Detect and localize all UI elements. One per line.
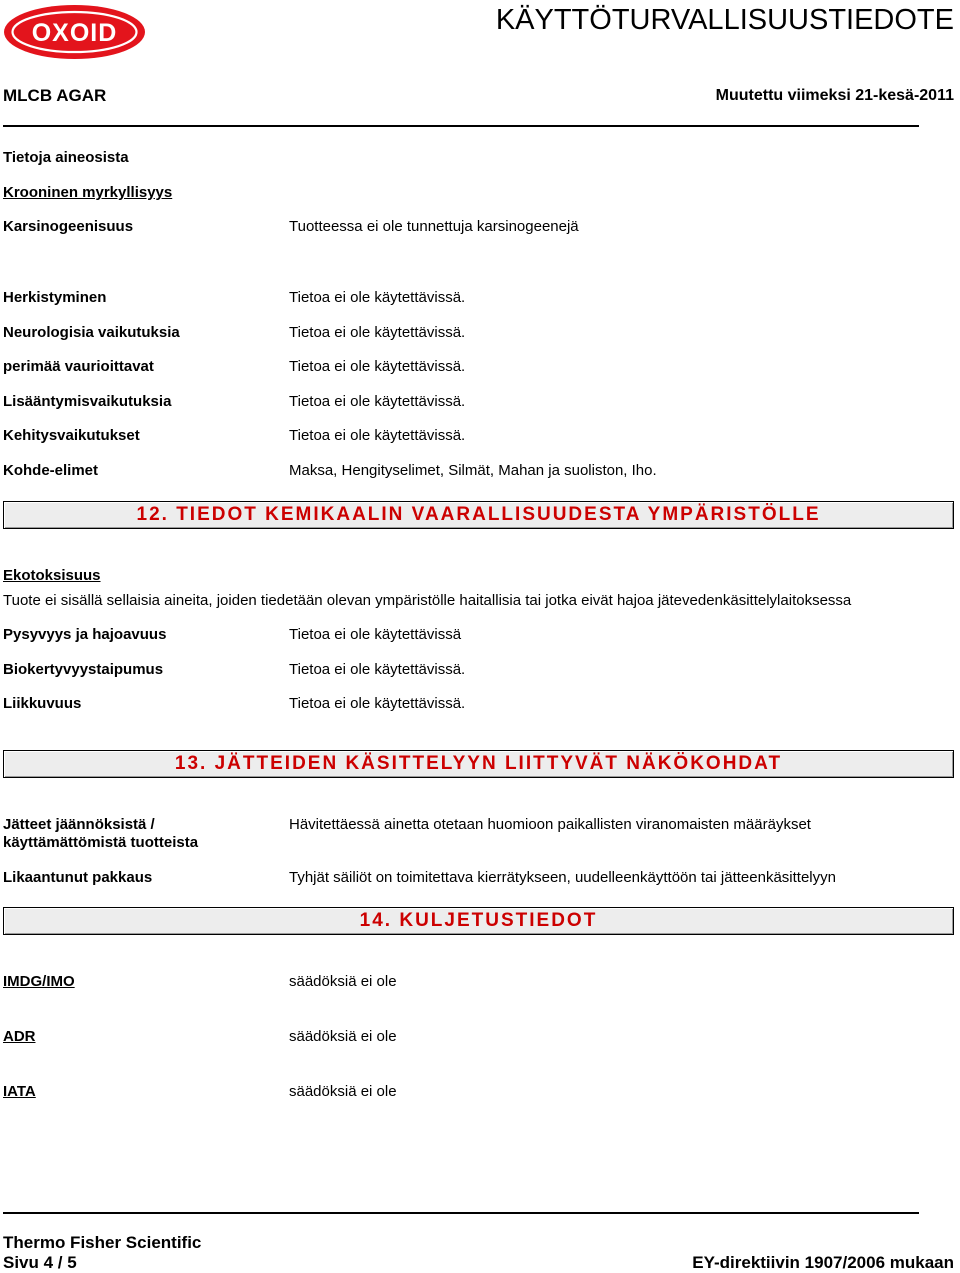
section-12-title: 12. TIEDOT KEMIKAALIN VAARALLISUUDESTA YMPÄRISTÖLLE [3,501,954,529]
document-title: KÄYTTÖTURVALLISUUSTIEDOTE [495,4,954,36]
info-heading: Tietoja aineosista [3,149,129,166]
persistence-label: Pysyvyys ja hajoavuus [3,626,167,643]
regulation-note: EY-direktiivin 1907/2006 mukaan [692,1253,954,1272]
section-14-title: 14. KULJETUSTIEDOT [3,907,954,935]
adr-value: säädöksiä ei ole [289,1028,397,1045]
reproductive-value: Tietoa ei ole käytettävissä. [289,393,466,410]
developmental-label: Kehitysvaikutukset [3,427,140,444]
neurological-value: Tietoa ei ole käytettävissä. [289,324,466,341]
reproductive-label: Lisääntymisvaikutuksia [3,393,172,410]
iata-label: IATA [3,1083,36,1100]
neurological-label: Neurologisia vaikutuksia [3,324,180,341]
imdg-imo-value: säädöksiä ei ole [289,973,397,990]
page-number: Sivu 4 / 5 [3,1253,77,1272]
adr-label: ADR [3,1028,36,1045]
section-13-title: 13. JÄTTEIDEN KÄSITTELYYN LIITTYVÄT NÄKÖKOHDAT [3,750,954,778]
ecotoxicity-heading: Ekotoksisuus [3,567,101,584]
bioaccumulation-label: Biokertyvyystaipumus [3,661,164,678]
developmental-value: Tietoa ei ole käytettävissä. [289,427,466,444]
waste-residues-label: Jätteet jäännöksistä / käyttämättömistä tuotteista [3,816,199,851]
sensitization-label: Herkistyminen [3,289,107,306]
target-organs-label: Kohde-elimet [3,462,99,479]
footer-rule [3,1212,919,1214]
sensitization-value: Tietoa ei ole käytettävissä. [289,289,466,306]
logo-text: OXOID [31,19,118,47]
ecotoxicity-text: Tuote ei sisällä sellaisia aineita, joiden tiedetään olevan ympäristölle haitallisia tai jotka eivät hajoa jätevedenkäsittelylaitoksessa [3,592,852,609]
target-organs-value: Maksa, Hengityselimet, Silmät, Mahan ja suoliston, Iho. [289,462,657,479]
carcinogenicity-value: Tuotteessa ei ole tunnettuja karsinogeenejä [289,218,579,235]
mutagenic-label: perimää vaurioittavat [3,358,154,375]
revision-date: Muutettu viimeksi 21-kesä-2011 [715,87,954,104]
contaminated-packaging-value: Tyhjät säiliöt on toimitettava kierrätykseen, uudelleenkäyttöön tai jätteenkäsittelyyn [289,869,836,886]
chronic-toxicity-heading: Krooninen myrkyllisyys [3,184,173,201]
footer-company: Thermo Fisher Scientific [3,1233,202,1252]
bioaccumulation-value: Tietoa ei ole käytettävissä. [289,661,466,678]
oxoid-logo [3,4,146,60]
persistence-value: Tietoa ei ole käytettävissä [289,626,462,643]
waste-residues-value: Hävitettäessä ainetta otetaan huomioon paikallisten viranomaisten määräykset [289,816,811,833]
iata-value: säädöksiä ei ole [289,1083,397,1100]
mutagenic-value: Tietoa ei ole käytettävissä. [289,358,466,375]
mobility-value: Tietoa ei ole käytettävissä. [289,695,466,712]
contaminated-packaging-label: Likaantunut pakkaus [3,869,153,886]
carcinogenicity-label: Karsinogeenisuus [3,218,134,235]
product-name: MLCB AGAR [3,86,107,105]
mobility-label: Liikkuvuus [3,695,82,712]
header-rule [3,125,919,127]
imdg-imo-label: IMDG/IMO [3,973,75,990]
